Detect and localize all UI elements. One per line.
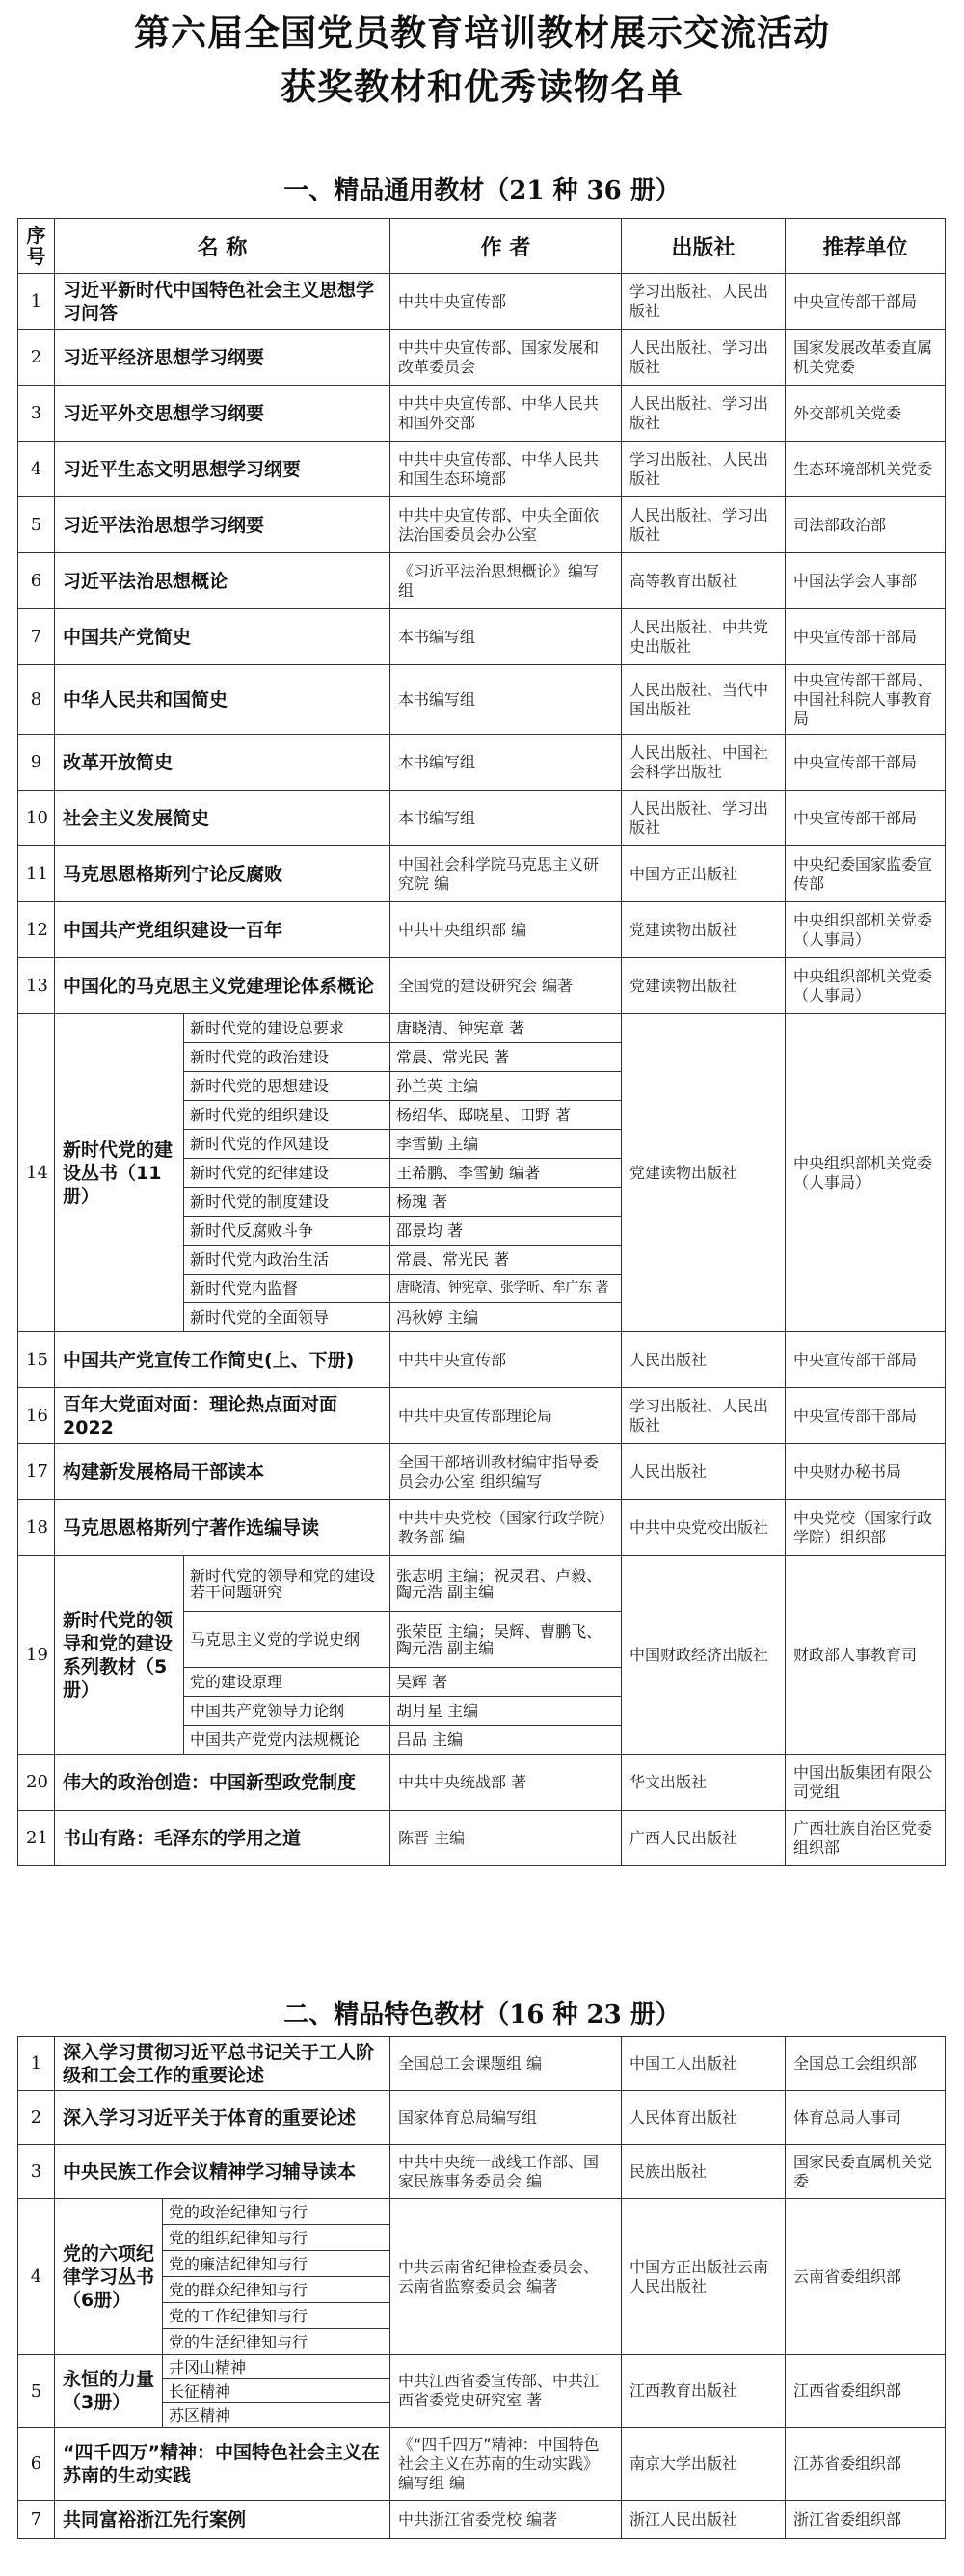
volume-title: 党的工作纪律知与行 (163, 2303, 390, 2329)
unit-cell: 司法部政治部 (786, 497, 946, 553)
table-row (18, 442, 946, 497)
publisher-cell: 党建读物出版社 (622, 1014, 786, 1332)
table-row (18, 846, 946, 902)
publisher-cell: 华文出版社 (622, 1755, 786, 1811)
material-name: 中国共产党简史 (55, 609, 390, 665)
volume-title: 党的政治纪律知与行 (163, 2199, 390, 2225)
row-number: 10 (18, 791, 55, 846)
row-number: 13 (18, 958, 55, 1014)
unit-cell: 外交部机关党委 (786, 386, 946, 442)
author-cell: 中共中央党校（国家行政学院）教务部 编 (390, 1500, 622, 1556)
unit-cell: 中央宣传部干部局、中国社科院人事教育局 (786, 665, 946, 735)
author-cell: 中共中央宣传部、国家发展和改革委员会 (390, 330, 622, 386)
row-number: 12 (18, 902, 55, 958)
volume-title: 新时代反腐败斗争 (184, 1217, 390, 1246)
subitem-row (18, 1556, 946, 1612)
material-name: 习近平法治思想概论 (55, 553, 390, 609)
material-name: 构建新发展格局干部读本 (55, 1444, 390, 1500)
volume-author: 吕品 主编 (390, 1726, 622, 1755)
author-cell: 本书编写组 (390, 609, 622, 665)
row-number: 16 (18, 1388, 55, 1444)
row-number: 2 (18, 2091, 55, 2145)
publisher-cell: 人民出版社、学习出版社 (622, 497, 786, 553)
section1-heading: 一、精品通用教材（21 种 36 册） (283, 176, 681, 205)
table-row (18, 2037, 946, 2091)
title-line-2: 获奖教材和优秀读物名单 (281, 66, 683, 108)
author-cell: 中共云南省纪律检查委员会、云南省监察委员会 编著 (390, 2199, 622, 2355)
volume-title: 党的群众纪律知与行 (163, 2277, 390, 2303)
author-cell: 中共中央宣传部 (390, 1332, 622, 1388)
volume-title: 新时代党的作风建设 (184, 1130, 390, 1159)
volume-title: 新时代党的纪律建设 (184, 1159, 390, 1188)
table-row (18, 386, 946, 442)
author-cell: 本书编写组 (390, 791, 622, 846)
subitem-row (18, 2199, 946, 2225)
row-number: 11 (18, 846, 55, 902)
section2-heading: 二、精品特色教材（16 种 23 册） (283, 2000, 681, 2029)
publisher-cell: 中国方正出版社云南人民出版社 (622, 2199, 786, 2355)
publisher-cell: 学习出版社、人民出版社 (622, 274, 786, 330)
unit-cell: 中央党校（国家行政学院）组织部 (786, 1500, 946, 1556)
table-row (18, 2501, 946, 2539)
table-header-row (18, 219, 946, 274)
author-cell: 中共江西省委宣传部、中共江西省委党史研究室 著 (390, 2355, 622, 2428)
volume-title: 新时代党内政治生活 (184, 1246, 390, 1275)
author-cell: 中共中央宣传部、中华人民共和国外交部 (390, 386, 622, 442)
table-row (18, 609, 946, 665)
author-cell: 全国党的建设研究会 编著 (390, 958, 622, 1014)
header-publisher: 出版社 (622, 219, 786, 274)
row-number: 4 (18, 442, 55, 497)
volume-title: 新时代党的政治建设 (184, 1043, 390, 1072)
volume-title: 新时代党的制度建设 (184, 1188, 390, 1217)
table-row (18, 665, 946, 735)
author-cell: 中国社会科学院马克思主义研究院 编 (390, 846, 622, 902)
volume-author: 杨绍华、邸晓星、田野 著 (390, 1101, 622, 1130)
volume-title: 井冈山精神 (163, 2355, 390, 2379)
publisher-cell: 江西教育出版社 (622, 2355, 786, 2428)
publisher-cell: 民族出版社 (622, 2145, 786, 2199)
volume-author: 常晨、常光民 著 (390, 1246, 622, 1275)
author-cell: 本书编写组 (390, 665, 622, 735)
volume-author: 唐晓清、钟宪章、张学昕、牟广东 著 (390, 1275, 622, 1303)
author-cell: 中共中央统一战线工作部、国家民族事务委员会 编 (390, 2145, 622, 2199)
unit-cell: 国家民委直属机关党委 (786, 2145, 946, 2199)
publisher-cell: 广西人民出版社 (622, 1811, 786, 1866)
row-number: 2 (18, 330, 55, 386)
publisher-cell: 人民体育出版社 (622, 2091, 786, 2145)
volume-author: 张志明 主编；祝灵君、卢毅、陶元浩 副主编 (390, 1556, 622, 1612)
material-name: 习近平经济思想学习纲要 (55, 330, 390, 386)
volume-title: 新时代党的建设总要求 (184, 1014, 390, 1043)
volume-author: 邵景均 著 (390, 1217, 622, 1246)
table-row (18, 330, 946, 386)
document-title (0, 6, 964, 114)
table-row (18, 791, 946, 846)
volume-author: 李雪勤 主编 (390, 1130, 622, 1159)
volume-author: 孙兰英 主编 (390, 1072, 622, 1101)
volume-author: 杨瑰 著 (390, 1188, 622, 1217)
row-number: 21 (18, 1811, 55, 1866)
material-name: 中华人民共和国简史 (55, 665, 390, 735)
header-unit: 推荐单位 (786, 219, 946, 274)
row-number: 6 (18, 2428, 55, 2501)
material-name: 习近平生态文明思想学习纲要 (55, 442, 390, 497)
publisher-cell: 人民出版社、学习出版社 (622, 386, 786, 442)
volume-title: 新时代党的领导和党的建设若干问题研究 (184, 1556, 390, 1612)
author-cell: 《习近平法治思想概论》编写组 (390, 553, 622, 609)
header-author: 作 者 (390, 219, 622, 274)
unit-cell: 浙江省委组织部 (786, 2501, 946, 2539)
material-name: “四千四万”精神：中国特色社会主义在苏南的生动实践 (55, 2428, 390, 2501)
publisher-cell: 党建读物出版社 (622, 902, 786, 958)
volume-title: 新时代党的全面领导 (184, 1303, 390, 1332)
row-number: 20 (18, 1755, 55, 1811)
row-number: 5 (18, 2355, 55, 2428)
header-seq: 序号 (18, 219, 55, 274)
material-name: 习近平外交思想学习纲要 (55, 386, 390, 442)
material-name: 中国化的马克思主义党建理论体系概论 (55, 958, 390, 1014)
subitem-row (18, 2355, 946, 2379)
table-row (18, 274, 946, 330)
row-number: 5 (18, 497, 55, 553)
unit-cell: 中国法学会人事部 (786, 553, 946, 609)
table-row (18, 1500, 946, 1556)
volume-title: 苏区精神 (163, 2403, 390, 2428)
material-name: 马克思恩格斯列宁论反腐败 (55, 846, 390, 902)
publisher-cell: 人民出版社、中共党史出版社 (622, 609, 786, 665)
unit-cell: 云南省委组织部 (786, 2199, 946, 2355)
volume-title: 党的组织纪律知与行 (163, 2225, 390, 2251)
author-cell: 陈晋 主编 (390, 1811, 622, 1866)
row-number: 7 (18, 609, 55, 665)
material-name: 中国共产党组织建设一百年 (55, 902, 390, 958)
author-cell: 国家体育总局编写组 (390, 2091, 622, 2145)
row-number: 19 (18, 1556, 55, 1755)
volume-author: 常晨、常光民 著 (390, 1043, 622, 1072)
unit-cell: 中央宣传部干部局 (786, 735, 946, 791)
material-name: 伟大的政治创造：中国新型政党制度 (55, 1755, 390, 1811)
table-row (18, 1332, 946, 1388)
table-row (18, 902, 946, 958)
material-name: 习近平法治思想学习纲要 (55, 497, 390, 553)
unit-cell: 中央组织部机关党委（人事局） (786, 958, 946, 1014)
author-cell: 本书编写组 (390, 735, 622, 791)
row-number: 3 (18, 2145, 55, 2199)
author-cell: 中共中央宣传部、中央全面依法治国委员会办公室 (390, 497, 622, 553)
material-name: 深入学习贯彻习近平总书记关于工人阶级和工会工作的重要论述 (55, 2037, 390, 2091)
publisher-cell: 党建读物出版社 (622, 958, 786, 1014)
volume-title: 马克思主义党的学说史纲 (184, 1612, 390, 1668)
publisher-cell: 学习出版社、人民出版社 (622, 1388, 786, 1444)
table-row (18, 2145, 946, 2199)
publisher-cell: 人民出版社、当代中国出版社 (622, 665, 786, 735)
publisher-cell: 学习出版社、人民出版社 (622, 442, 786, 497)
header-name: 名 称 (55, 219, 390, 274)
row-number: 9 (18, 735, 55, 791)
row-number: 3 (18, 386, 55, 442)
unit-cell: 中国出版集团有限公司党组 (786, 1755, 946, 1811)
volume-title: 新时代党内监督 (184, 1275, 390, 1303)
unit-cell: 体育总局人事司 (786, 2091, 946, 2145)
row-number: 6 (18, 553, 55, 609)
volume-title: 中国共产党党内法规概论 (184, 1726, 390, 1755)
material-name: 习近平新时代中国特色社会主义思想学习问答 (55, 274, 390, 330)
author-cell: 中共中央统战部 著 (390, 1755, 622, 1811)
volume-author: 张荣臣 主编；吴辉、曹鹏飞、陶元浩 副主编 (390, 1612, 622, 1668)
publisher-cell: 浙江人民出版社 (622, 2501, 786, 2539)
series-name: 永恒的力量（3册） (55, 2355, 163, 2428)
row-number: 18 (18, 1500, 55, 1556)
author-cell: 中共浙江省委党校 编著 (390, 2501, 622, 2539)
publisher-cell: 人民出版社、学习出版社 (622, 791, 786, 846)
subitem-row (18, 1014, 946, 1043)
unit-cell: 中央财办秘书局 (786, 1444, 946, 1500)
unit-cell: 江苏省委组织部 (786, 2428, 946, 2501)
row-number: 8 (18, 665, 55, 735)
author-cell: 全国干部培训教材编审指导委员会办公室 组织编写 (390, 1444, 622, 1500)
unit-cell: 广西壮族自治区党委组织部 (786, 1811, 946, 1866)
publisher-cell: 中共中央党校出版社 (622, 1500, 786, 1556)
volume-author: 唐晓清、钟宪章 著 (390, 1014, 622, 1043)
table-row (18, 958, 946, 1014)
author-cell: 中共中央宣传部 (390, 274, 622, 330)
table-row (18, 497, 946, 553)
table-row (18, 1388, 946, 1444)
author-cell: 中共中央宣传部、中华人民共和国生态环境部 (390, 442, 622, 497)
table-row (18, 1811, 946, 1866)
publisher-cell: 中国工人出版社 (622, 2037, 786, 2091)
row-number: 1 (18, 274, 55, 330)
volume-title: 党的生活纪律知与行 (163, 2329, 390, 2355)
table-row (18, 1755, 946, 1811)
material-name: 社会主义发展简史 (55, 791, 390, 846)
row-number: 14 (18, 1014, 55, 1332)
unit-cell: 中央宣传部干部局 (786, 1388, 946, 1444)
unit-cell: 国家发展改革委直属机关党委 (786, 330, 946, 386)
section1-table (17, 218, 946, 1866)
unit-cell: 全国总工会组织部 (786, 2037, 946, 2091)
author-cell: 中共中央组织部 编 (390, 902, 622, 958)
publisher-cell: 人民出版社、中国社会科学出版社 (622, 735, 786, 791)
row-number: 7 (18, 2501, 55, 2539)
row-number: 1 (18, 2037, 55, 2091)
material-name: 中央民族工作会议精神学习辅导读本 (55, 2145, 390, 2199)
publisher-cell: 人民出版社、学习出版社 (622, 330, 786, 386)
material-name: 改革开放简史 (55, 735, 390, 791)
title-line-1: 第六届全国党员教育培训教材展示交流活动 (134, 12, 830, 54)
volume-title: 党的建设原理 (184, 1668, 390, 1697)
author-cell: 《“四千四万”精神：中国特色社会主义在苏南的生动实践》编写组 编 (390, 2428, 622, 2501)
volume-title: 新时代党的思想建设 (184, 1072, 390, 1101)
volume-author: 吴辉 著 (390, 1668, 622, 1697)
table-row (18, 2428, 946, 2501)
volume-author: 胡月星 主编 (390, 1697, 622, 1726)
unit-cell: 中央纪委国家监委宣传部 (786, 846, 946, 902)
material-name: 深入学习习近平关于体育的重要论述 (55, 2091, 390, 2145)
unit-cell: 中央宣传部干部局 (786, 274, 946, 330)
unit-cell: 中央宣传部干部局 (786, 609, 946, 665)
unit-cell: 中央组织部机关党委（人事局） (786, 902, 946, 958)
unit-cell: 生态环境部机关党委 (786, 442, 946, 497)
row-number: 4 (18, 2199, 55, 2355)
publisher-cell: 高等教育出版社 (622, 553, 786, 609)
volume-author: 王希鹏、李雪勤 编著 (390, 1159, 622, 1188)
material-name: 中国共产党宣传工作简史(上、下册) (55, 1332, 390, 1388)
volume-title: 长征精神 (163, 2379, 390, 2403)
section2-table (17, 2036, 946, 2539)
table-row (18, 553, 946, 609)
publisher-cell: 人民出版社 (622, 1444, 786, 1500)
row-number: 17 (18, 1444, 55, 1500)
series-name: 新时代党的建设丛书（11册） (55, 1014, 184, 1332)
material-name: 马克思恩格斯列宁著作选编导读 (55, 1500, 390, 1556)
series-name: 党的六项纪律学习丛书（6册） (55, 2199, 163, 2355)
material-name: 共同富裕浙江先行案例 (55, 2501, 390, 2539)
volume-title: 新时代党的组织建设 (184, 1101, 390, 1130)
publisher-cell: 中国财政经济出版社 (622, 1556, 786, 1755)
volume-title: 党的廉洁纪律知与行 (163, 2251, 390, 2277)
author-cell: 全国总工会课题组 编 (390, 2037, 622, 2091)
unit-cell: 中央宣传部干部局 (786, 1332, 946, 1388)
series-name: 新时代党的领导和党的建设系列教材（5册） (55, 1556, 184, 1755)
unit-cell: 财政部人事教育司 (786, 1556, 946, 1755)
volume-author: 冯秋婷 主编 (390, 1303, 622, 1332)
publisher-cell: 南京大学出版社 (622, 2428, 786, 2501)
material-name: 百年大党面对面：理论热点面对面 2022 (55, 1388, 390, 1444)
author-cell: 中共中央宣传部理论局 (390, 1388, 622, 1444)
table-row (18, 735, 946, 791)
table-row (18, 1444, 946, 1500)
publisher-cell: 人民出版社 (622, 1332, 786, 1388)
table-row (18, 2091, 946, 2145)
row-number: 15 (18, 1332, 55, 1388)
unit-cell: 中央组织部机关党委（人事局） (786, 1014, 946, 1332)
material-name: 书山有路：毛泽东的学用之道 (55, 1811, 390, 1866)
volume-title: 中国共产党领导力论纲 (184, 1697, 390, 1726)
unit-cell: 中央宣传部干部局 (786, 791, 946, 846)
publisher-cell: 中国方正出版社 (622, 846, 786, 902)
unit-cell: 江西省委组织部 (786, 2355, 946, 2428)
